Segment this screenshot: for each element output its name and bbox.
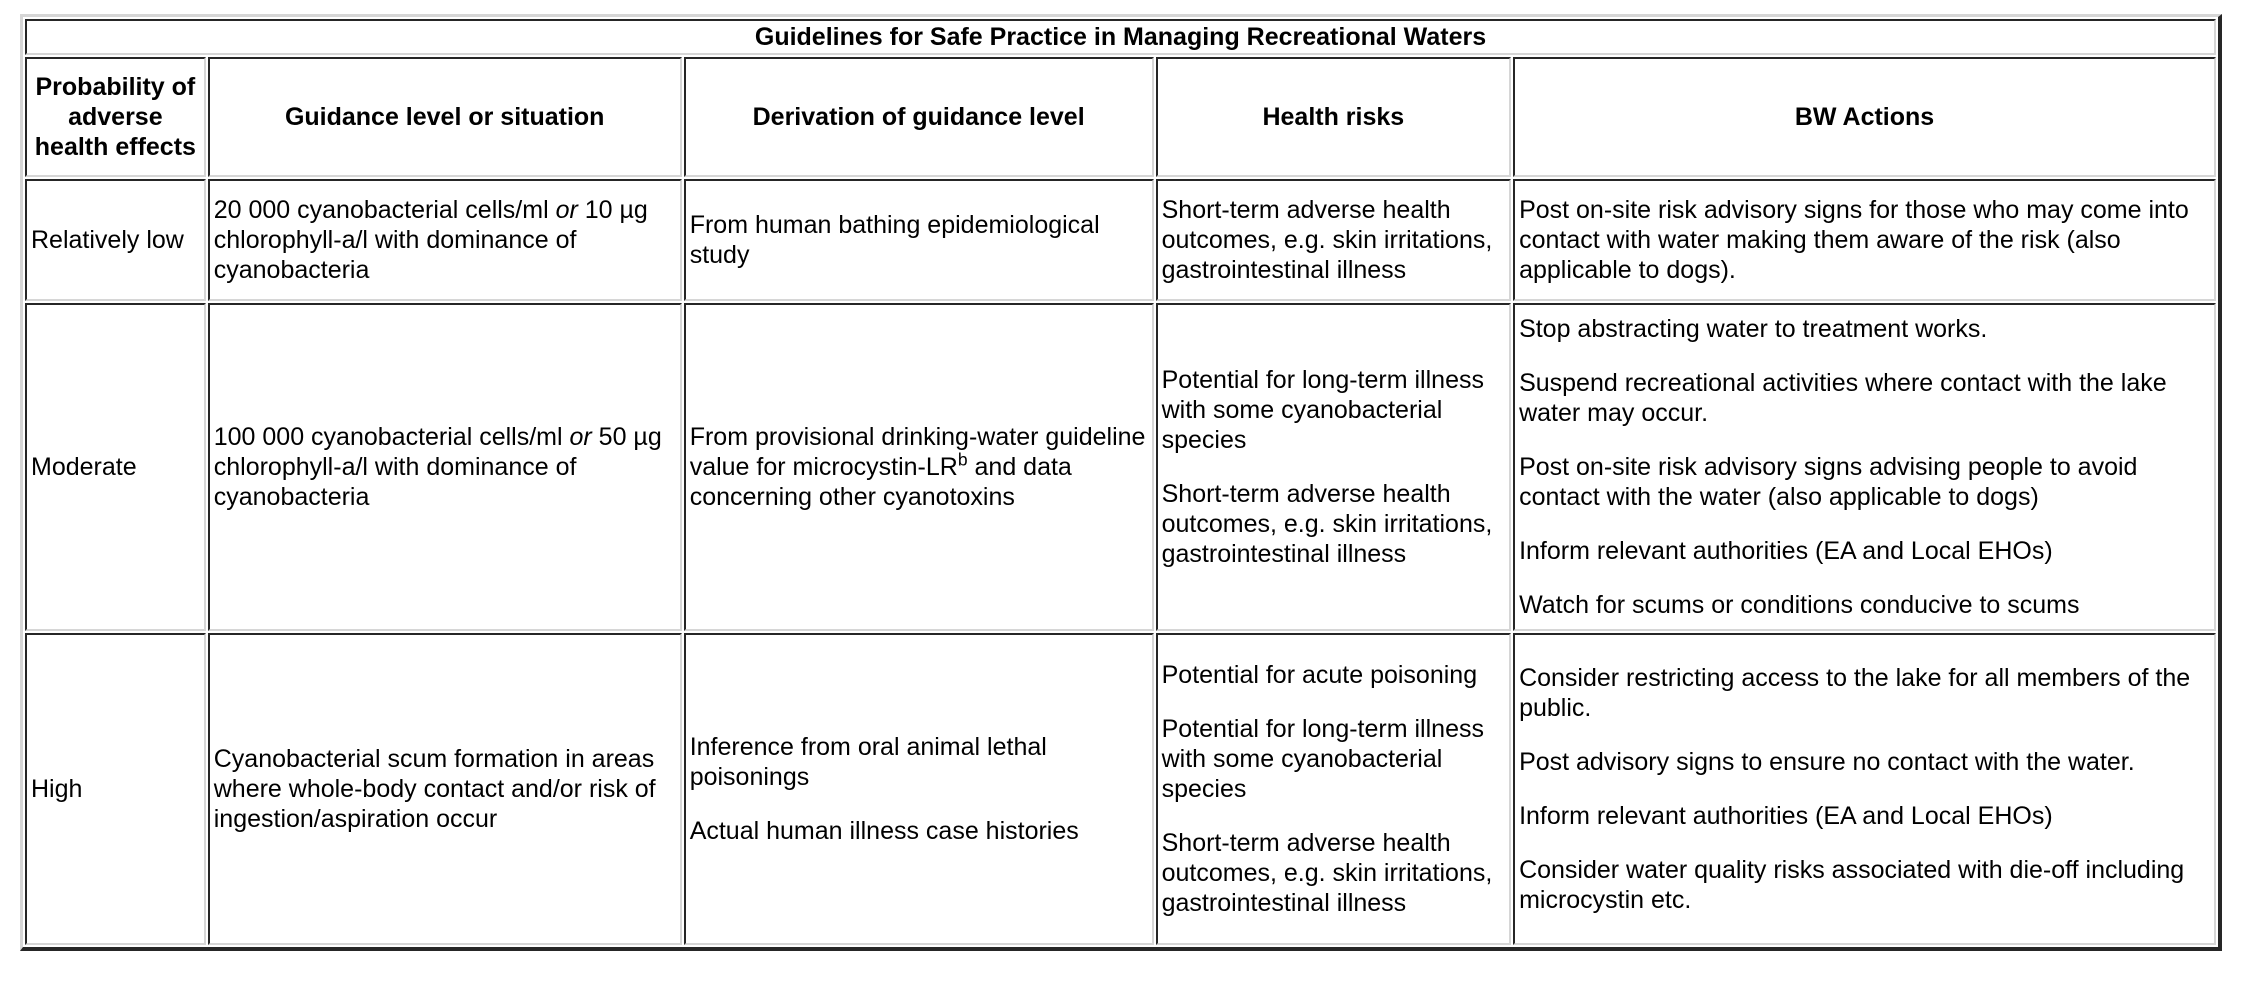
cell-paragraph xyxy=(1162,195,1505,285)
cell-health-risks xyxy=(1156,633,1511,945)
text-segment: From human bathing epidemiological study xyxy=(689,211,1100,269)
text-segment: Inform relevant authorities (EA and Local EHOs) xyxy=(1519,802,2053,830)
text-segment: or xyxy=(569,423,592,451)
text-segment: Post advisory signs to ensure no contact with the water. xyxy=(1519,748,2135,776)
cell-bw-actions xyxy=(1513,303,2216,631)
text-segment: Potential for long-term illness with some cyanobacterial species xyxy=(1161,366,1484,454)
guidelines-table xyxy=(20,14,2222,951)
text-segment: b xyxy=(957,449,968,470)
text-segment: or xyxy=(555,196,578,224)
cell-paragraph xyxy=(214,422,676,512)
cell-bw-actions xyxy=(1513,179,2216,301)
text-segment: Potential for long-term illness with some cyanobacterial species xyxy=(1161,715,1484,803)
text-segment: Relatively low xyxy=(31,226,184,254)
cell-paragraph xyxy=(1162,365,1505,455)
text-segment: Moderate xyxy=(31,453,137,481)
table-row xyxy=(25,179,2216,301)
text-segment: Consider water quality risks associated with die-off including microcystin etc. xyxy=(1519,856,2185,914)
cell-paragraph xyxy=(31,225,200,255)
cell-derivation xyxy=(684,303,1154,631)
cell-paragraph xyxy=(1519,747,2210,777)
cell-health-risks xyxy=(1156,179,1511,301)
cell-paragraph xyxy=(1162,660,1505,690)
title-row xyxy=(25,19,2216,55)
cell-guidance-level xyxy=(208,633,682,945)
cell-derivation xyxy=(684,633,1154,945)
cell-paragraph xyxy=(1162,479,1505,569)
cell-paragraph xyxy=(31,774,200,804)
cell-paragraph xyxy=(1519,314,2210,344)
table-title: Guidelines for Safe Practice in Managing Recreational Waters xyxy=(25,19,2216,55)
text-segment: Consider restricting access to the lake for all members of the public. xyxy=(1519,664,2191,722)
table-body xyxy=(25,179,2216,945)
cell-paragraph xyxy=(690,422,1148,512)
text-segment: Inference from oral animal lethal poisonings xyxy=(689,733,1047,791)
cell-paragraph xyxy=(1519,452,2210,512)
cell-paragraph xyxy=(1519,195,2210,285)
text-segment: 50 µg chlorophyll-a/l with dominance of cyanobacteria xyxy=(213,423,662,511)
col-header-probability: Probability of adverse health effects xyxy=(25,57,206,177)
text-segment: 10 µg chlorophyll-a/l with dominance of cyanobacteria xyxy=(213,196,648,284)
text-segment: Short-term adverse health outcomes, e.g. skin irritations, gastrointestinal illness xyxy=(1161,829,1493,917)
text-segment: Inform relevant authorities (EA and Local EHOs) xyxy=(1519,537,2053,565)
cell-guidance-level xyxy=(208,303,682,631)
cell-probability xyxy=(25,179,206,301)
text-segment: Short-term adverse health outcomes, e.g. skin irritations, gastrointestinal illness xyxy=(1161,196,1493,284)
cell-derivation xyxy=(684,179,1154,301)
header-row xyxy=(25,57,2216,177)
text-segment: 100 000 cyanobacterial cells/ml xyxy=(213,423,570,451)
text-segment: Post on-site risk advisory signs advising people to avoid contact with the water (also applicable to dogs) xyxy=(1519,453,2138,511)
cell-bw-actions xyxy=(1513,633,2216,945)
text-segment: Short-term adverse health outcomes, e.g. skin irritations, gastrointestinal illness xyxy=(1161,480,1493,568)
cell-paragraph xyxy=(1162,828,1505,918)
col-header-guidance-level: Guidance level or situation xyxy=(208,57,682,177)
cell-probability xyxy=(25,633,206,945)
text-segment: From provisional drinking-water guideline value for microcystin-LR xyxy=(689,423,1146,481)
cell-paragraph xyxy=(214,744,676,834)
col-header-health-risks: Health risks xyxy=(1156,57,1511,177)
table-row xyxy=(25,633,2216,945)
text-segment: Stop abstracting water to treatment works. xyxy=(1519,315,1988,343)
text-segment: Potential for acute poisoning xyxy=(1161,661,1478,689)
col-header-bw-actions: BW Actions xyxy=(1513,57,2216,177)
cell-paragraph xyxy=(1519,536,2210,566)
cell-paragraph xyxy=(1162,714,1505,804)
text-segment: 20 000 cyanobacterial cells/ml xyxy=(213,196,556,224)
text-segment: Cyanobacterial scum formation in areas where whole-body contact and/or risk of ingestion/aspiration occur xyxy=(213,745,656,833)
cell-paragraph xyxy=(1519,801,2210,831)
text-segment: Actual human illness case histories xyxy=(689,817,1079,845)
col-header-derivation: Derivation of guidance level xyxy=(684,57,1154,177)
cell-paragraph xyxy=(31,452,200,482)
cell-paragraph xyxy=(1519,590,2210,620)
cell-paragraph xyxy=(1519,663,2210,723)
cell-guidance-level xyxy=(208,179,682,301)
cell-paragraph xyxy=(214,195,676,285)
cell-paragraph xyxy=(1519,368,2210,428)
text-segment: Post on-site risk advisory signs for those who may come into contact with water making them aware of the risk (also applicable to dogs). xyxy=(1519,196,2189,284)
cell-paragraph xyxy=(1519,855,2210,915)
cell-health-risks xyxy=(1156,303,1511,631)
table-row xyxy=(25,303,2216,631)
cell-paragraph xyxy=(690,210,1148,270)
text-segment: and data concerning other cyanotoxins xyxy=(689,453,1072,511)
cell-paragraph xyxy=(690,732,1148,792)
cell-probability xyxy=(25,303,206,631)
cell-paragraph xyxy=(690,816,1148,846)
text-segment: Watch for scums or conditions conducive to scums xyxy=(1519,591,2080,619)
text-segment: Suspend recreational activities where contact with the lake water may occur. xyxy=(1519,369,2167,427)
text-segment: High xyxy=(31,775,83,803)
